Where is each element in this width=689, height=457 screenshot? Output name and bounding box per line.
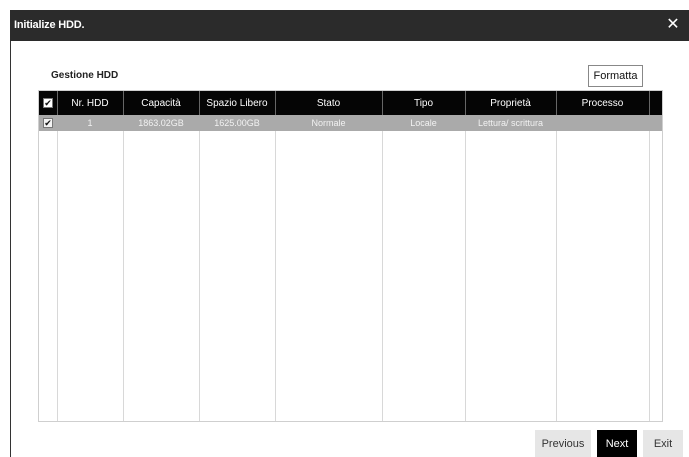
column-divider — [123, 91, 124, 421]
dialog-titlebar — [10, 10, 689, 41]
header-capacity[interactable]: Capacità — [141, 97, 181, 109]
column-divider — [199, 91, 200, 421]
check-icon: ✔ — [44, 97, 52, 108]
cell-nr-hdd: 1 — [87, 118, 93, 128]
select-all-checkbox[interactable] — [43, 98, 53, 108]
row-select-cell — [39, 115, 57, 131]
header-property[interactable]: Proprietà — [490, 97, 531, 109]
dialog-title: Initialize HDD. — [14, 19, 85, 31]
header-free-space[interactable]: Spazio Libero — [206, 97, 268, 109]
table-header-row — [39, 91, 662, 115]
header-type[interactable]: Tipo — [413, 97, 434, 109]
table-row[interactable] — [39, 115, 662, 131]
column-divider — [465, 91, 466, 421]
format-button[interactable]: Formatta — [588, 65, 643, 87]
column-divider — [382, 91, 383, 421]
cell-property: Lettura/ scrittura — [477, 118, 544, 128]
dialog-left-border — [10, 41, 11, 457]
column-divider — [556, 91, 557, 421]
header-nr-hdd[interactable]: Nr. HDD — [71, 97, 109, 109]
row-checkbox[interactable] — [43, 118, 53, 128]
cell-free-space: 1625.00GB — [214, 118, 260, 128]
cell-process — [556, 115, 649, 131]
hdd-table — [38, 90, 663, 422]
column-divider — [275, 91, 276, 421]
exit-button[interactable]: Exit — [643, 430, 683, 457]
header-process[interactable]: Processo — [581, 97, 624, 109]
header-status[interactable]: Stato — [316, 97, 341, 109]
column-divider — [57, 91, 58, 421]
section-label: Gestione HDD — [51, 70, 119, 81]
cell-capacity: 1863.02GB — [138, 118, 184, 128]
cell-type: Locale — [410, 118, 437, 128]
check-icon: ✔ — [44, 117, 52, 128]
next-button[interactable]: Next — [597, 430, 637, 457]
previous-button[interactable]: Previous — [535, 430, 591, 457]
header-select-all-cell — [39, 91, 57, 115]
column-divider — [649, 91, 650, 421]
close-icon[interactable]: ✕ — [666, 16, 680, 33]
cell-status: Normale — [311, 118, 346, 128]
